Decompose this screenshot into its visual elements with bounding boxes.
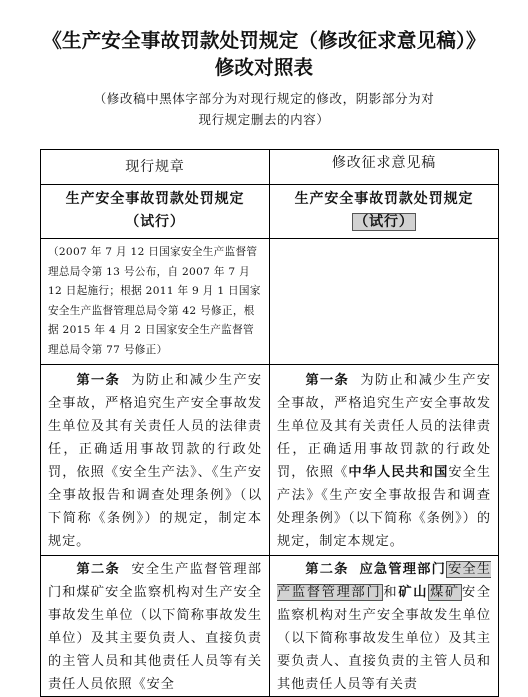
column-header-current: 现行规章 — [41, 150, 270, 185]
article-number: 第一条 — [305, 372, 350, 388]
article-text: 为防止和减少生产安全事故，严格追究生产安全事故发生单位及其有关责任人员的法律责任，正确适用事故罚款的行政处罚，依照《安全生产法》、《生产安全事故报告和调查处理条例》（以下简称《条例》）的规定，制定本规定。 — [48, 372, 263, 549]
article-2-current — [41, 555, 270, 696]
article-1-current — [41, 364, 270, 555]
trial-label: （试行） — [125, 214, 185, 230]
regulation-name-current — [41, 185, 270, 239]
deleted-trial-label: （试行） — [354, 214, 414, 230]
document-title: 《生产安全事故罚款处罚规定（修改征求意见稿）》 — [42, 29, 486, 52]
article-text: 安全生产监督管理部门和煤矿安全监察机构对生产安全事故发生单位（以下简称事故发生单位）及其主要负责人、直接负责的主管人员和其他责任人员等有关责任人员依照《安全 — [48, 561, 263, 692]
added-text: 应急管理部门 — [359, 561, 447, 577]
deleted-text: 安全生产监督管理部门 — [277, 561, 492, 600]
article-1-revised — [270, 364, 499, 555]
comparison-table — [40, 149, 499, 697]
regulation-name-revised — [270, 185, 499, 239]
note-line-1: （修改稿中黑体字部分为对现行规定的修改，阴影部分为对 — [93, 91, 435, 106]
column-header-revised: 修改征求意见稿 — [270, 150, 499, 185]
empty-cell — [270, 239, 499, 365]
regulation-name: 生产安全事故罚款处罚规定 — [294, 191, 474, 207]
article-text: 为防止和减少生产安全事故，严格追究生产安全事故发生单位及其有关责任人员的法律责任，正确适用事故罚款的行政处罚，依照《 — [277, 372, 492, 480]
article-number: 第一条 — [76, 372, 121, 388]
added-text: 矿山 — [398, 584, 429, 600]
document-subtitle: 修改对照表 — [214, 56, 314, 79]
regulation-name: 生产安全事故罚款处罚规定 — [65, 191, 245, 207]
article-text: 《生产安全事故报告和调查处理条例》（以下简称《条例》）的规定，制定本规定。 — [277, 487, 492, 549]
article-text: 安全生产法》 — [277, 464, 492, 503]
source-note: （2007 年 7 月 12 日国家安全生产监督管理总局令第 13 号公布，自 2007 年 7 月 12 日起施行；根据 2011 年 9 月 1 日国家安全生产监督管理总局令第 42 号修正，根据 2015 年 4 月 2 日国家安全生产监督管理总局令第 77 号修正） — [41, 239, 270, 365]
article-text: 安全监察机构对生产安全事故发生单位（以下简称事故发生单位）及其主要负责人、直接负责的主管人员和其他责任人员等有关责 — [277, 584, 491, 692]
deleted-text: 煤矿 — [430, 584, 460, 600]
article-number: 第二条 — [305, 561, 349, 577]
article-text: 和 — [383, 584, 399, 600]
article-number: 第二条 — [76, 561, 121, 577]
note-line-2: 现行规定删去的内容） — [198, 112, 330, 127]
added-text: 中华人民共和国 — [348, 464, 449, 480]
article-2-revised — [270, 555, 499, 696]
